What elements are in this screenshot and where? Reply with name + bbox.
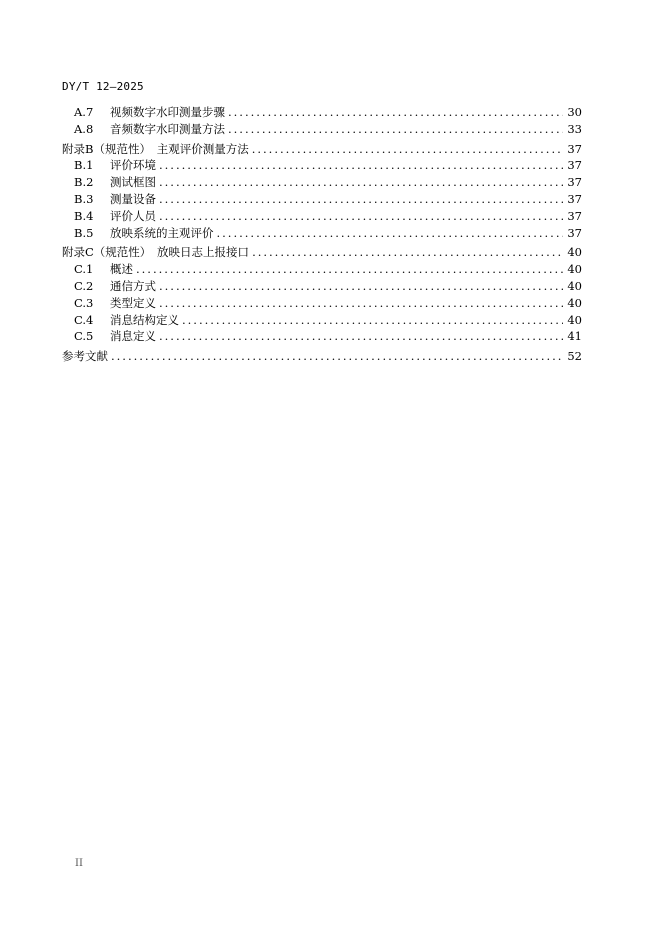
toc-entry-title: 消息结构定义: [110, 312, 179, 327]
toc-entry[interactable]: [62, 348, 582, 365]
toc-leader-dots: [159, 158, 563, 172]
toc-leader-dots: [159, 175, 563, 189]
toc-entry-number: A.8: [74, 121, 94, 136]
toc-entry-number: C.1: [74, 262, 94, 277]
toc-entry[interactable]: [62, 295, 582, 312]
toc-leader-dots: [111, 349, 563, 363]
toc-entry-title: 参考文献: [62, 349, 108, 364]
toc-leader-dots: [228, 122, 563, 136]
toc-entry[interactable]: [62, 244, 582, 261]
toc-entry-number: A.7: [74, 105, 94, 119]
toc-entry-title: 通信方式: [110, 278, 156, 293]
toc-entry-page: 37: [567, 191, 582, 206]
document-id-header: DY/T 12—2025: [62, 80, 144, 93]
toc-leader-dots: [159, 329, 563, 343]
toc-leader-dots: [252, 245, 563, 259]
toc-entry-number: B.2: [74, 175, 94, 190]
toc-entry[interactable]: [62, 157, 582, 174]
toc-entry-page: 40: [567, 278, 582, 293]
toc-entry-title: 评价人员: [110, 208, 156, 223]
toc-entry-number: C.3: [74, 295, 94, 310]
toc-entry-title: 视频数字水印测量步骤: [110, 105, 225, 119]
toc-entry-page: 40: [567, 245, 582, 260]
toc-leader-dots: [159, 209, 563, 223]
toc-entry[interactable]: [62, 104, 582, 121]
toc-leader-dots: [228, 105, 563, 119]
toc-entry[interactable]: [62, 312, 582, 329]
toc-leader-dots: [182, 313, 563, 327]
toc-entry[interactable]: [62, 121, 582, 138]
toc-leader-dots: [217, 226, 564, 240]
toc-entry-page: 37: [567, 225, 582, 240]
toc-entry-title: 测试框图: [110, 175, 156, 190]
toc-entry-number: B.4: [74, 208, 94, 223]
toc-entry[interactable]: [62, 141, 582, 158]
toc-entry-page: 52: [567, 349, 582, 364]
toc-entry[interactable]: [62, 191, 582, 208]
toc-entry-title: 附录C（规范性） 放映日志上报接口: [62, 245, 250, 260]
toc-entry[interactable]: [62, 278, 582, 295]
table-of-contents: [62, 104, 582, 365]
toc-entry-page: 40: [567, 295, 582, 310]
toc-entry-page: 41: [567, 329, 582, 344]
toc-entry-title: 类型定义: [110, 295, 156, 310]
toc-entry-page: 30: [567, 105, 582, 119]
toc-entry-page: 37: [567, 158, 582, 173]
toc-entry[interactable]: [62, 328, 582, 345]
toc-entry[interactable]: [62, 174, 582, 191]
toc-entry-page: 40: [567, 312, 582, 327]
toc-entry-page: 37: [567, 208, 582, 223]
toc-entry-title: 放映系统的主观评价: [110, 225, 214, 240]
toc-leader-dots: [159, 279, 563, 293]
toc-entry-number: B.1: [74, 158, 94, 173]
toc-entry[interactable]: [62, 208, 582, 225]
toc-entry-number: C.4: [74, 312, 94, 327]
toc-entry-title: 测量设备: [110, 191, 156, 206]
toc-leader-dots: [136, 262, 563, 276]
toc-entry-number: C.5: [74, 329, 94, 344]
toc-entry[interactable]: [62, 261, 582, 278]
toc-entry-number: B.3: [74, 191, 94, 206]
toc-entry-page: 37: [567, 175, 582, 190]
toc-entry-title: 音频数字水印测量方法: [110, 121, 225, 136]
toc-entry-number: C.2: [74, 278, 94, 293]
page-number: II: [75, 858, 83, 869]
toc-leader-dots: [252, 142, 563, 156]
toc-entry-title: 消息定义: [110, 329, 156, 344]
toc-entry-page: 40: [567, 262, 582, 277]
toc-entry-page: 33: [567, 121, 582, 136]
toc-leader-dots: [159, 296, 563, 310]
toc-leader-dots: [159, 192, 563, 206]
toc-entry[interactable]: [62, 225, 582, 242]
toc-entry-title: 附录B（规范性） 主观评价测量方法: [62, 141, 249, 156]
toc-entry-title: 评价环境: [110, 158, 156, 173]
toc-entry-number: B.5: [74, 225, 94, 240]
toc-entry-title: 概述: [110, 262, 133, 277]
toc-entry-page: 37: [567, 141, 582, 156]
